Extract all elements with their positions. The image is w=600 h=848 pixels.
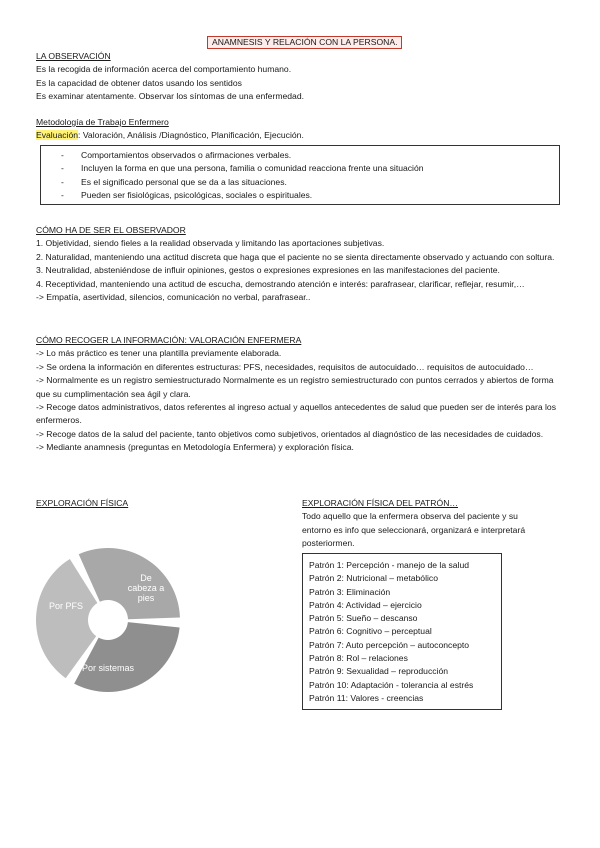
pattern-item: Patrón 6: Cognitivo – perceptual xyxy=(309,626,432,637)
pattern-item: Patrón 1: Percepción - manejo de la salud xyxy=(309,560,470,570)
evaluacion-label: Evaluación xyxy=(36,130,79,141)
observador-section xyxy=(36,224,566,304)
metodologia-heading: Metodología de Trabajo Enfermero xyxy=(36,117,169,127)
patron-intro-line: Todo aquello que la enfermera observa del paciente y su xyxy=(302,511,518,522)
observacion-line: Es la capacidad de obtener datos usando los sentidos xyxy=(36,77,242,88)
diagram-segment-label: Por PFS xyxy=(48,601,84,611)
list-item: 1. Objetividad, siendo fieles a la realidad observada y limitando las aportaciones subjetivas. xyxy=(36,238,385,249)
list-item: - Es el significado personal que se da a las situaciones. xyxy=(61,176,287,187)
list-item: -> Empatía, asertividad, silencios, comunicación no verbal, parafrasear.. xyxy=(36,292,311,303)
pattern-item: Patrón 3: Eliminación xyxy=(309,586,391,597)
metodologia-section xyxy=(36,116,566,143)
observation-types-box xyxy=(40,145,560,205)
list-item: -> Normalmente es un registro semiestructurado Normalmente es un registro semiestructurado con puntos cerrados y abiertos de forma que su cumplimentación sea ágil y clara. xyxy=(36,375,554,399)
exploracion-cycle-diagram xyxy=(28,540,188,700)
list-item: -> Mediante anamnesis (preguntas en Metodología Enfermera) y exploración física. xyxy=(36,442,354,453)
evaluacion-line xyxy=(36,129,566,142)
list-item: - Comportamientos observados o afirmaciones verbales. xyxy=(61,150,292,160)
patron-heading: EXPLORACIÓN FÍSICA DEL PATRÓN… xyxy=(302,498,458,508)
page-title: ANAMNESIS Y RELACIÓN CON LA PERSONA. xyxy=(207,36,402,49)
list-item: - Pueden ser fisiológicas, psicológicas, sociales o espirituales. xyxy=(61,190,313,201)
diagram-segment-label: Por sistemas xyxy=(81,663,135,673)
recoger-heading: CÓMO RECOGER LA INFORMACIÓN: VALORACIÓN ENFERMERA xyxy=(36,335,302,345)
list-item: 4. Receptividad, manteniendo una actitud de escucha, demostrando atención e interés: parafrasear, clarificar, reflejar, resumir,… xyxy=(36,278,525,289)
list-item: 3. Neutralidad, absteniéndose de influir opiniones, gestos o expresiones expresiones en las manifestaciones del paciente. xyxy=(36,265,500,276)
pattern-item: Patrón 8: Rol – relaciones xyxy=(309,653,408,664)
pattern-item: Patrón 7: Auto percepción – autoconcepto xyxy=(309,639,470,650)
pattern-item: Patrón 9: Sexualidad – reproducción xyxy=(309,666,449,677)
patron-intro-line: entorno es info que seleccionará, organizará e interpretará xyxy=(302,524,526,535)
observacion-line: Es examinar atentamente. Observar los síntomas de una enfermedad. xyxy=(36,91,304,102)
patterns-box xyxy=(302,553,502,710)
pattern-item: Patrón 11: Valores - creencias xyxy=(309,692,424,703)
list-item: -> Lo más práctico es tener una plantilla previamente elaborada. xyxy=(36,348,282,359)
observacion-section xyxy=(36,50,566,104)
list-item: -> Recoge datos de la salud del paciente, tanto objetivos como subjetivos, orientados al diagnóstico de las necesidades de cuidados. xyxy=(36,428,544,439)
observador-heading: CÓMO HA DE SER EL OBSERVADOR xyxy=(36,225,186,235)
diagram-segment-label: De cabeza a pies xyxy=(127,573,165,603)
evaluacion-text: : Valoración, Análisis /Diagnóstico, Planificación, Ejecución. xyxy=(78,130,304,141)
list-item: 2. Naturalidad, manteniendo una actitud discreta que haga que el paciente no se sienta directamente observado y actuando con soltura. xyxy=(36,251,555,262)
pattern-item: Patrón 10: Adaptación - tolerancia al estrés xyxy=(309,679,474,690)
pattern-item: Patrón 4: Actividad – ejercicio xyxy=(309,599,422,610)
list-item: - Incluyen la forma en que una persona, familia o comunidad reacciona frente una situación xyxy=(61,163,424,174)
patron-section xyxy=(302,497,572,551)
list-item: -> Recoge datos administrativos, datos referentes al ingreso actual y aquellos antecedentes de salud que pueden ser de interés para los enfermeros. xyxy=(36,402,557,426)
observacion-heading: LA OBSERVACIÓN xyxy=(36,51,111,61)
recoger-section xyxy=(36,334,566,455)
observacion-line: Es la recogida de información acerca del comportamiento humano. xyxy=(36,64,292,75)
pattern-item: Patrón 5: Sueño – descanso xyxy=(309,613,418,624)
list-item: -> Se ordena la información en diferentes estructuras: PFS, necesidades, requisitos de autocuidado… requisitos de autocuidado… xyxy=(36,361,534,372)
exploracion-heading: EXPLORACIÓN FÍSICA xyxy=(36,498,129,508)
patron-intro-line: posteriormen. xyxy=(302,538,355,549)
pattern-item: Patrón 2: Nutricional – metabólico xyxy=(309,573,438,584)
